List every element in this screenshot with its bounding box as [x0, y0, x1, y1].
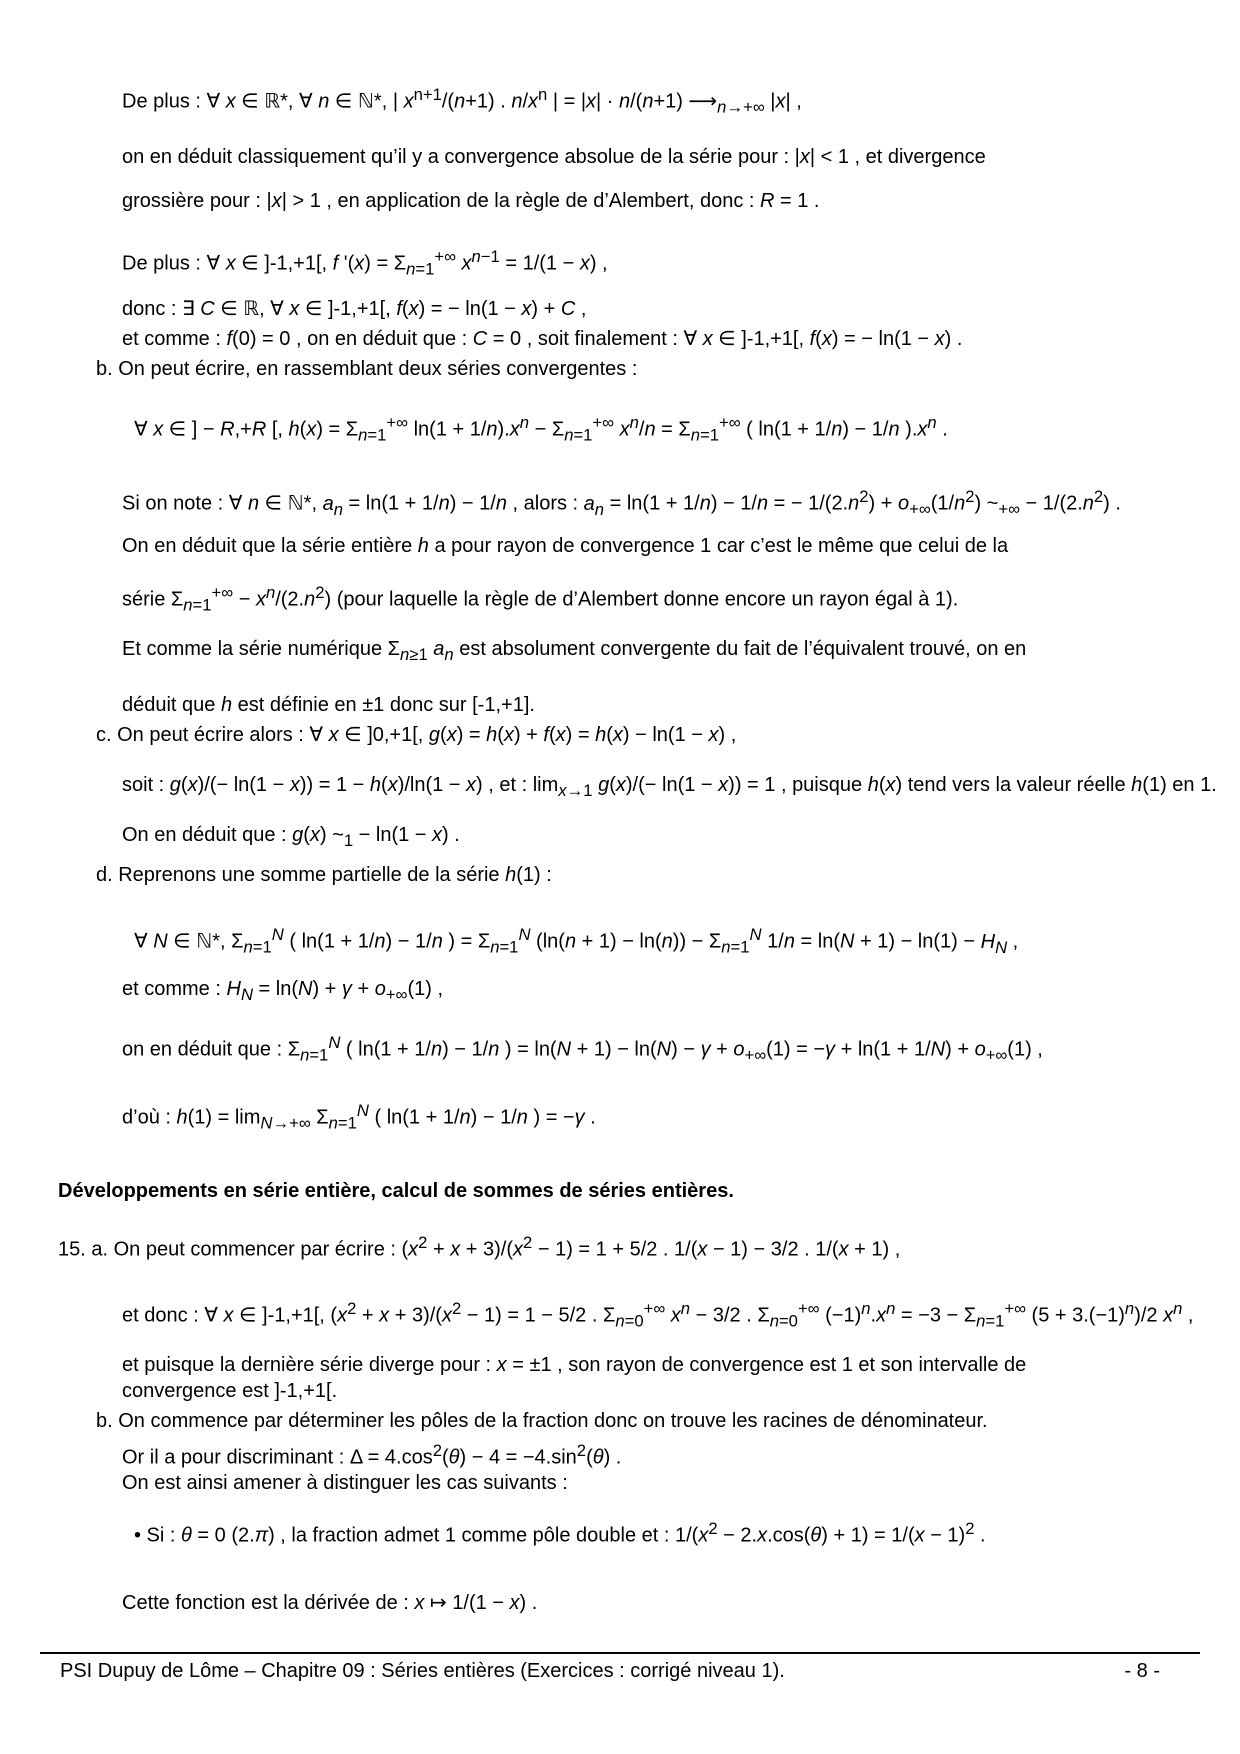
text-line-18: ∀ N ∈ ℕ*, $\Sigma_{n=1}^N$ ( ln(1 + 1/n) − 1/n ) = $\Sigma_{n=1}^N$ $(\ln(n + 1) - \ln(n)) - \Sigma_{n=1}^N$ $1/n = \ln(N + 1) - \ln(1) - H_N$ , [134, 925, 1019, 957]
text-line-17: d. Reprenons une somme partielle de la série h(1) : [96, 864, 552, 886]
text-line-9: Si on note : ∀ n ∈ ℕ*, $a_n = \ln(1 + 1/n) - 1/n$ , alors : $a_n = \ln(1 + 1/n) - 1/n$ = − $1/(2.n^2) + o_{+\infty}(1/n^2)$ $\sim_{+\infty} - 1/(2.n^2)$ . [122, 487, 1121, 519]
text-line-1: De plus : ∀ x ∈ ℝ*, ∀ n ∈ ℕ*, | $x^{n+1}/(n+1)$ . $n/x^n$ | = |x| · n/(n+1) $⟶_{n\to+\infty}$ |x| , [122, 85, 802, 117]
text-line-3: grossière pour : |x| > 1 , en application de la règle de d’Alembert, donc : R = 1 . [122, 190, 820, 212]
text-line-27: b. On commence par déterminer les pôles de la fraction donc on trouve les racines de dénominateur. [96, 1410, 988, 1432]
text-line-4: De plus : ∀ x ∈ ]-1,+1[, f '$(x) = \Sigma_{n=1}^{+\infty}$ $x^{n-1} = 1/(1 - x)$ , [122, 247, 608, 279]
page-number: - 8 - [1124, 1660, 1160, 1682]
footer-divider [40, 1652, 1200, 1654]
text-line-30: • Si : θ = 0 (2.π) , la fraction admet 1 comme pôle double et : $1/(x^2 - 2.x.\cos(\theta) + 1) = 1/(x - 1)^2$ . [134, 1519, 986, 1547]
text-line-28: Or il a pour discriminant : $\Delta = 4.\cos^2(\theta) - 4 = -4.\sin^2(\theta)$ . [122, 1441, 622, 1469]
text-line-29: On est ainsi amener à distinguer les cas suivants : [122, 1472, 568, 1494]
text-line-14: c. On peut écrire alors : ∀ x ∈ ]0,+1[, g(x) = h(x) + f(x) = h(x) − ln(1 − x) , [96, 724, 737, 746]
text-line-15: soit : g(x)/(− ln(1 − x)) = 1 − h(x)/ln(1 − x) , et : $\lim_{x\to 1} g(x)/(- \ln(1 - x)) = 1$ , puisque h(x) tend vers la valeur réelle h(1) en 1. [122, 774, 1217, 800]
footer-title: PSI Dupuy de Lôme – Chapitre 09 : Séries entières (Exercices : corrigé niveau 1). [60, 1660, 785, 1682]
text-line-12: Et comme la série numérique $\Sigma_{n\ge 1}$ $a_n$ est absolument convergente du fait de l’équivalent trouvé, on en [122, 638, 1027, 664]
text-line-5: donc : ∃ C ∈ ℝ, ∀ x ∈ ]-1,+1[, f(x) = − ln(1 − x) + C , [122, 298, 587, 320]
text-line-20: on en déduit que : $\Sigma_{n=1}^N$ ( ln(1 + 1/n) − 1/n ) = $\ln(N + 1) - \ln(N) - \gamma + o_{+\infty}(1) = -\gamma + \ln(1 + 1/N) + o_{+\infty}(1)$ , [122, 1033, 1043, 1065]
text-line-24: et donc : ∀ x ∈ ]-1,+1[, $(x^2 + x + 3)/(x^2 - 1) = 1 - 5/2$ . $\Sigma_{n=0}^{+\infty}$ $x^n - 3/2$ . $\Sigma_{n=0}^{+\infty}$ $(-1)^n.x^n = -3 - \Sigma_{n=1}^{+\infty}$ $(5 + 3.(-1)^n)/2$ $x^n$ , [122, 1299, 1194, 1331]
text-line-25: et puisque la dernière série diverge pour : x = ±1 , son rayon de convergence est 1 et son intervalle de [122, 1354, 1027, 1376]
text-line-2: on en déduit classiquement qu’il y a convergence absolue de la série pour : |x| < 1 , et divergence [122, 146, 986, 168]
text-line-22: Développements en série entière, calcul de sommes de séries entières. [58, 1180, 734, 1202]
text-line-16: On en déduit que : g(x) $\sim_1 - \ln(1 - x)$ . [122, 824, 460, 850]
text-line-26: convergence est ]-1,+1[. [122, 1380, 338, 1402]
text-line-21: d’où : $h(1) = \lim_{N\to+\infty} \Sigma_{n=1}^N$ ( ln(1 + 1/n) − 1/n ) = −γ . [122, 1101, 596, 1133]
text-line-10: On en déduit que la série entière h a pour rayon de convergence 1 car c’est le même que celui de la [122, 535, 1009, 557]
text-line-13: déduit que h est définie en ±1 donc sur [-1,+1]. [122, 694, 535, 716]
text-line-19: et comme : $H_N = \ln(N) + \gamma + o_{+\infty}(1)$ , [122, 978, 443, 1004]
text-line-6: et comme : f(0) = 0 , on en déduit que : C = 0 , soit finalement : ∀ x ∈ ]-1,+1[, f(x) = − ln(1 − x) . [122, 328, 963, 350]
text-line-23: 15. a. On peut commencer par écrire : $(x^2 + x + 3)/(x^2 - 1) = 1 + 5/2$ . 1/(x − 1) − 3/2 . 1/(x + 1) , [58, 1233, 901, 1261]
text-line-11: série $\Sigma_{n=1}^{+\infty} - x^n/(2.n^2)$ (pour laquelle la règle de d’Alembert donne encore un rayon égal à 1). [122, 583, 959, 615]
text-line-31: Cette fonction est la dérivée de : x ↦ 1/(1 − x) . [122, 1592, 538, 1614]
text-line-7: b. On peut écrire, en rassemblant deux séries convergentes : [96, 358, 638, 380]
text-line-8: ∀ x ∈ ] − R,+R [, $h(x) = \Sigma_{n=1}^{+\infty}$ $\ln(1 + 1/n).x^n - \Sigma_{n=1}^{+\infty}$ $x^n/n = \Sigma_{n=1}^{+\infty}$ ( ln(1 + 1/n) − 1/n )$.x^n$ . [134, 413, 948, 445]
